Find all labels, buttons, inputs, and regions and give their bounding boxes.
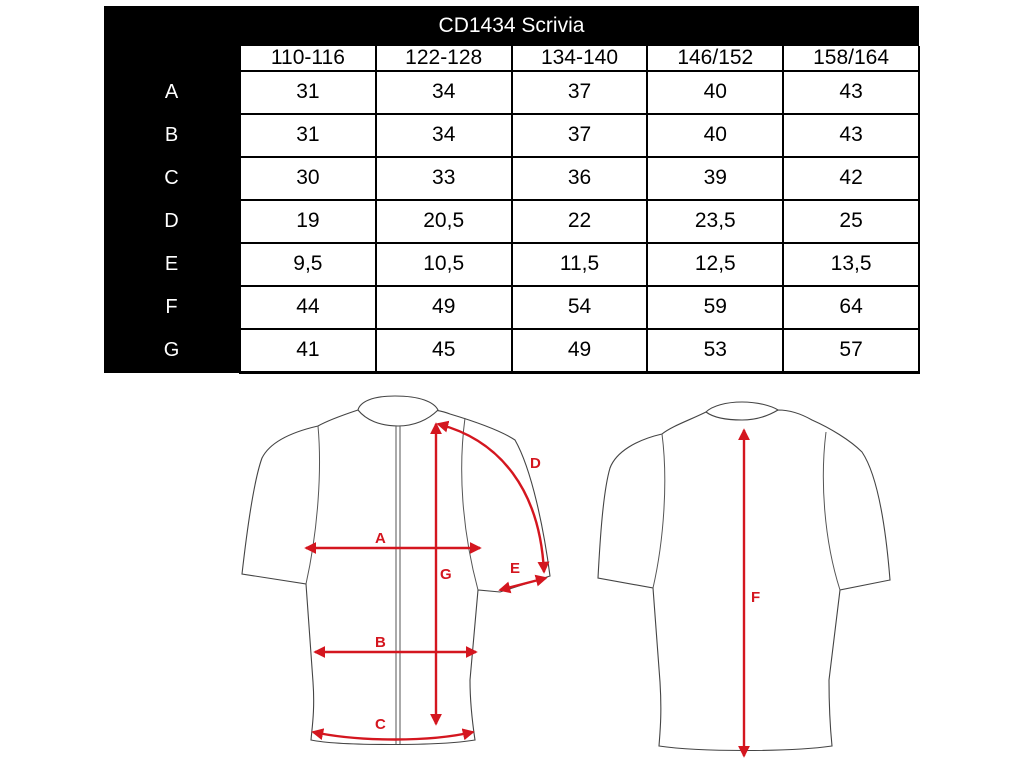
table-row bbox=[104, 286, 919, 329]
measurement-label: F bbox=[104, 286, 240, 329]
table-cell: 39 bbox=[647, 157, 783, 200]
table-cell: 41 bbox=[240, 329, 376, 373]
table-cell: 22 bbox=[512, 200, 648, 243]
jersey-measurement-diagram bbox=[0, 380, 1024, 768]
table-cell: 45 bbox=[376, 329, 512, 373]
measurement-label: D bbox=[104, 200, 240, 243]
label-g: G bbox=[440, 566, 452, 583]
table-cell: 20,5 bbox=[376, 200, 512, 243]
table-cell: 64 bbox=[783, 286, 919, 329]
measurement-label: B bbox=[104, 114, 240, 157]
table-cell: 12,5 bbox=[647, 243, 783, 286]
label-e: E bbox=[510, 560, 521, 577]
table-cell: 40 bbox=[647, 114, 783, 157]
size-header: 158/164 bbox=[783, 46, 919, 71]
table-cell: 11,5 bbox=[512, 243, 648, 286]
label-c: C bbox=[375, 716, 386, 733]
table-cell: 37 bbox=[512, 71, 648, 114]
table-cell: 31 bbox=[240, 71, 376, 114]
table-cell: 59 bbox=[647, 286, 783, 329]
table-cell: 10,5 bbox=[376, 243, 512, 286]
table-cell: 34 bbox=[376, 71, 512, 114]
table-cell: 42 bbox=[783, 157, 919, 200]
table-cell: 30 bbox=[240, 157, 376, 200]
size-header-row bbox=[104, 46, 919, 71]
size-header: 134-140 bbox=[512, 46, 648, 71]
table-cell: 53 bbox=[647, 329, 783, 373]
table-cell: 13,5 bbox=[783, 243, 919, 286]
corner-cell bbox=[104, 46, 240, 71]
table-cell: 37 bbox=[512, 114, 648, 157]
table-row bbox=[104, 329, 919, 373]
size-header: 110-116 bbox=[240, 46, 376, 71]
size-chart-table bbox=[104, 6, 920, 374]
table-cell: 57 bbox=[783, 329, 919, 373]
jersey-front bbox=[242, 396, 550, 745]
label-a: A bbox=[375, 530, 386, 547]
table-cell: 49 bbox=[376, 286, 512, 329]
table-cell: 43 bbox=[783, 71, 919, 114]
table-row bbox=[104, 200, 919, 243]
table-title: CD1434 Scrivia bbox=[104, 6, 919, 46]
table-row bbox=[104, 157, 919, 200]
table-row bbox=[104, 243, 919, 286]
measurement-label: A bbox=[104, 71, 240, 114]
table-cell: 40 bbox=[647, 71, 783, 114]
measurement-label: C bbox=[104, 157, 240, 200]
table-cell: 9,5 bbox=[240, 243, 376, 286]
label-f: F bbox=[751, 589, 761, 606]
table-cell: 31 bbox=[240, 114, 376, 157]
measurement-label: E bbox=[104, 243, 240, 286]
measurement-label: G bbox=[104, 329, 240, 373]
table-cell: 33 bbox=[376, 157, 512, 200]
table-cell: 36 bbox=[512, 157, 648, 200]
table-row bbox=[104, 71, 919, 114]
table-cell: 49 bbox=[512, 329, 648, 373]
table-cell: 44 bbox=[240, 286, 376, 329]
label-d: D bbox=[530, 455, 541, 472]
table-cell: 19 bbox=[240, 200, 376, 243]
table-cell: 43 bbox=[783, 114, 919, 157]
table-row bbox=[104, 114, 919, 157]
table-cell: 34 bbox=[376, 114, 512, 157]
size-header: 122-128 bbox=[376, 46, 512, 71]
size-header: 146/152 bbox=[647, 46, 783, 71]
table-cell: 23,5 bbox=[647, 200, 783, 243]
table-cell: 54 bbox=[512, 286, 648, 329]
table-cell: 25 bbox=[783, 200, 919, 243]
label-b: B bbox=[375, 634, 386, 651]
